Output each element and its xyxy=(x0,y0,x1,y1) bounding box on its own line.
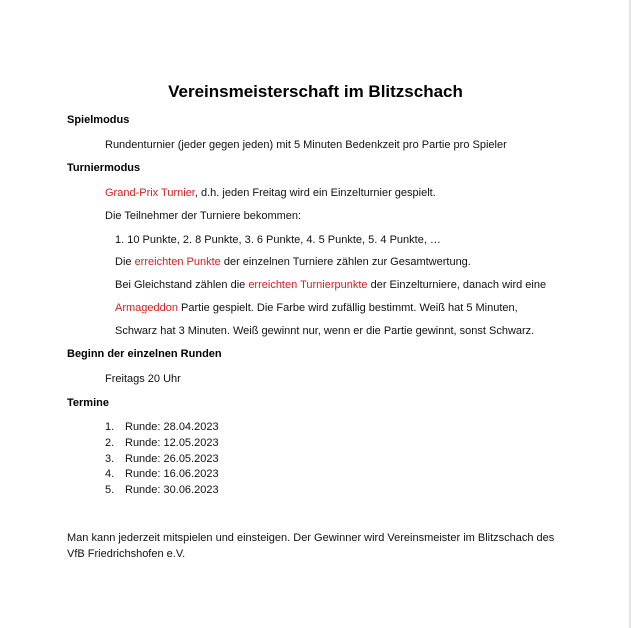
turniermodus-line-2: Die Teilnehmer der Turniere bekommen: xyxy=(105,210,302,222)
highlight-grand-prix: Grand-Prix Turnier xyxy=(105,187,195,199)
turniermodus-line-5 xyxy=(115,278,546,292)
turniermodus-line-6 xyxy=(115,301,518,315)
termin-number: 2. xyxy=(105,437,115,449)
highlight-turnierpunkte: erreichten Turnierpunkte xyxy=(248,279,368,291)
turniermodus-line-7: Schwarz hat 3 Minuten. Weiß gewinnt nur, wenn er die Partie gewinnt, sonst Schwarz. xyxy=(115,325,535,337)
termin-number: 3. xyxy=(105,453,115,465)
termin-text: Runde: 30.06.2023 xyxy=(125,484,219,496)
footer-line-2: VfB Friedrichshofen e.V. xyxy=(67,548,186,560)
termin-item xyxy=(105,436,219,450)
highlight-armageddon: Armageddon xyxy=(115,302,178,314)
turniermodus-line-4 xyxy=(115,255,471,269)
beginn-text: Freitags 20 Uhr xyxy=(105,373,181,385)
termin-text: Runde: 26.05.2023 xyxy=(125,453,219,465)
document-title: Vereinsmeisterschaft im Blitzschach xyxy=(168,82,463,101)
termin-number: 1. xyxy=(105,421,115,433)
termin-item xyxy=(105,483,219,497)
footer-line-1: Man kann jederzeit mitspielen und einsteigen. Der Gewinner wird Vereinsmeister im Blitzschach des xyxy=(67,532,555,544)
termin-text: Runde: 28.04.2023 xyxy=(125,421,219,433)
line-5-b: der Einzelturniere, danach wird eine xyxy=(367,279,547,291)
termin-text: Runde: 12.05.2023 xyxy=(125,437,219,449)
heading-beginn: Beginn der einzelnen Runden xyxy=(67,348,222,360)
termin-text: Runde: 16.06.2023 xyxy=(125,468,219,480)
line-6-b: Partie gespielt. Die Farbe wird zufällig bestimmt. Weiß hat 5 Minuten, xyxy=(178,302,518,314)
turniermodus-line-1 xyxy=(105,186,436,200)
heading-termine: Termine xyxy=(67,397,109,409)
heading-turniermodus: Turniermodus xyxy=(67,162,141,174)
termin-number: 5. xyxy=(105,484,115,496)
line-4-a: Die xyxy=(115,256,135,268)
line-1-rest: , d.h. jeden Freitag wird ein Einzelturnier gespielt. xyxy=(194,187,436,199)
highlight-erreichte-punkte: erreichten Punkte xyxy=(134,256,221,268)
turniermodus-points: 1. 10 Punkte, 2. 8 Punkte, 3. 6 Punkte, 4. 5 Punkte, 5. 4 Punkte, … xyxy=(115,234,441,246)
heading-spielmodus: Spielmodus xyxy=(67,114,130,126)
line-5-a: Bei Gleichstand zählen die xyxy=(115,279,249,291)
termin-item xyxy=(105,420,219,434)
termin-item xyxy=(105,452,219,466)
line-4-b: der einzelnen Turniere zählen zur Gesamtwertung. xyxy=(220,256,471,268)
termin-number: 4. xyxy=(105,468,115,480)
spielmodus-text: Rundenturnier (jeder gegen jeden) mit 5 Minuten Bedenkzeit pro Partie pro Spieler xyxy=(105,139,507,151)
termin-item xyxy=(105,467,219,481)
